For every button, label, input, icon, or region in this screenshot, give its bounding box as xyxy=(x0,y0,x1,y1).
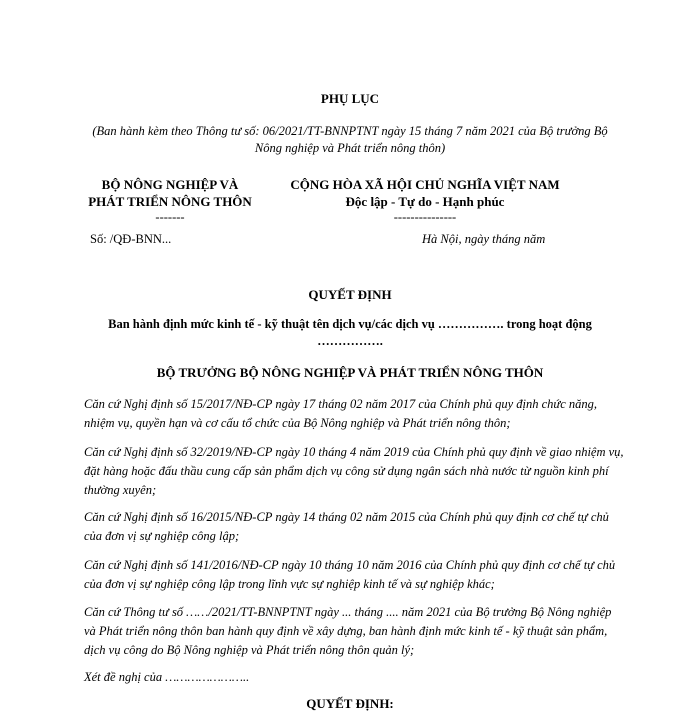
decision-heading: QUYẾT ĐỊNH: xyxy=(306,696,394,711)
legal-basis-paragraph: Căn cứ Nghị định số 15/2017/NĐ-CP ngày 17 tháng 02 năm 2017 của Chính phủ quy định chức năng, nhiệm vụ, quyền hạn và cơ cấu tổ chức của Bộ Nông nghiệp và Phát triển nông thôn; xyxy=(84,397,598,430)
legal-basis-paragraph: Căn cứ Nghị định số 32/2019/NĐ-CP ngày 10 tháng 4 năm 2019 của Chính phủ quy định về giao nhiệm vụ, đặt hàng hoặc đấu thầu cung cấp sản phẩm dịch vụ công sử dụng ngân sách nhà nước từ nguồn kinh phí thường xuyên; xyxy=(84,445,624,497)
nation-name: CỘNG HÒA XÃ HỘI CHỦ NGHĨA VIỆT NAM xyxy=(290,177,560,192)
legal-basis-paragraph: Căn cứ Thông tư số ……/2021/TT-BNNPTNT ngày ... tháng .... năm 2021 của Bộ trưởng Bộ Nông nghiệp và Phát triển nông thôn ban hành quy định về xây dựng, ban hành định mức kinh tế - kỹ thuật sản phẩm, dịch vụ công do Bộ Nông nghiệp và Phát triển nông thôn quản lý; xyxy=(84,605,612,657)
appendix-subtitle: (Ban hành kèm theo Thông tư số: 06/2021/TT-BNNPTNT ngày 15 tháng 7 năm 2021 của Bộ trưởng Bộ Nông nghiệp và Phát triển nông thôn) xyxy=(92,124,608,155)
proposal-line: Xét đề nghị của ………………….. xyxy=(84,670,250,684)
issuing-authority: BỘ TRƯỞNG BỘ NÔNG NGHIỆP VÀ PHÁT TRIỂN NÔNG THÔN xyxy=(156,365,544,380)
legal-basis-paragraph: Căn cứ Nghị định số 16/2015/NĐ-CP ngày 14 tháng 02 năm 2015 của Chính phủ quy định cơ chế tự chủ của đơn vị sự nghiệp công lập; xyxy=(84,510,609,543)
document-subject: Ban hành định mức kinh tế - kỹ thuật tên dịch vụ/các dịch vụ ……………. trong hoạt động ……………. xyxy=(108,317,592,348)
national-header xyxy=(270,176,580,210)
document-type: QUYẾT ĐỊNH xyxy=(308,287,392,302)
motto-divider: --------------- xyxy=(393,210,457,224)
agency-line-2: PHÁT TRIỂN NÔNG THÔN xyxy=(88,194,252,209)
place-date: Hà Nội, ngày tháng năm xyxy=(422,232,546,246)
legal-basis-paragraph: Căn cứ Nghị định số 141/2016/NĐ-CP ngày 10 tháng 10 năm 2016 của Chính phủ quy định cơ chế tự chủ của đơn vị sự nghiệp công lập trong lĩnh vực sự nghiệp kinh tế và sự nghiệp khác; xyxy=(84,558,616,591)
document-number: Số: /QĐ-BNN... xyxy=(90,232,172,246)
issuing-agency xyxy=(70,176,270,210)
agency-line-1: BỘ NÔNG NGHIỆP VÀ xyxy=(101,177,239,192)
national-motto: Độc lập - Tự do - Hạnh phúc xyxy=(345,194,505,209)
appendix-title: PHỤ LỤC xyxy=(320,91,380,106)
agency-divider: ------- xyxy=(155,210,185,224)
